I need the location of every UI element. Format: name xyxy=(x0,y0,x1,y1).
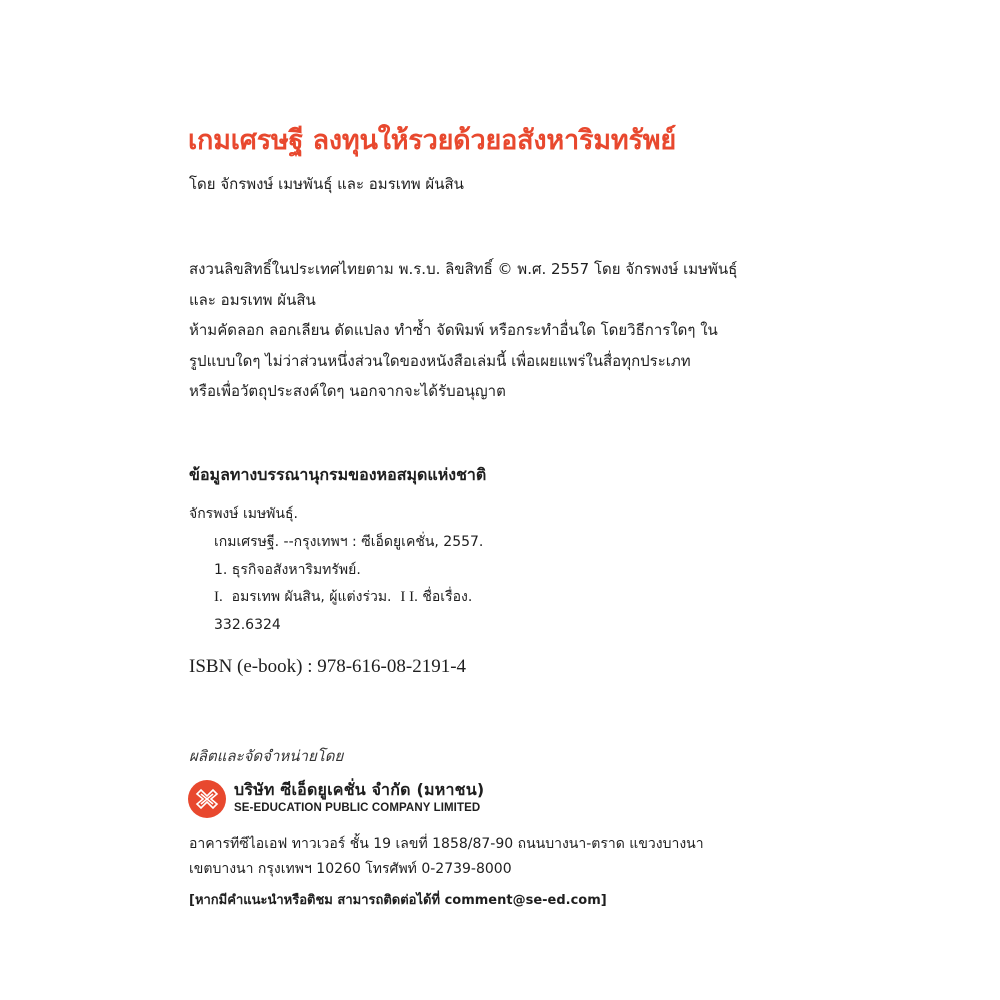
company-address xyxy=(189,832,704,881)
catalog-author: จักรพงษ์ เมษพันธุ์. xyxy=(189,506,298,522)
copyright-line: รูปแบบใดๆ ไม่ว่าส่วนหนึ่งส่วนใดของหนังสือเล่มนี้ เพื่อเผยแพร่ในสื่อทุกประเภท xyxy=(189,351,691,370)
copyright-line: และ อมรเทพ ผันสิน xyxy=(189,290,316,309)
company-name-thai: บริษัท ซีเอ็ดยูเคชั่น จำกัด (มหาชน) xyxy=(234,780,485,799)
contact-note: [หากมีคำแนะนำหรือติชม สามารถติดต่อได้ที่ comment@se-ed.com] xyxy=(189,893,607,908)
book-title: เกมเศรษฐี ลงทุนให้รวยด้วยอสังหาริมทรัพย์ xyxy=(188,125,676,156)
address-line: อาคารทีซีไอเอฟ ทาวเวอร์ ชั้น 19 เลขที่ 1858/87-90 ถนนบางนา-ตราด แขวงบางนา xyxy=(189,836,704,852)
catalog-added-entries xyxy=(214,587,483,615)
catalog-subject: 1. ธุรกิจอสังหาริมทรัพย์. xyxy=(214,561,361,578)
copyright-notice xyxy=(189,254,809,407)
isbn: ISBN (e-book) : 978-616-08-2191-4 xyxy=(189,656,467,677)
catalog-heading: ข้อมูลทางบรรณานุกรมของหอสมุดแห่งชาติ xyxy=(189,465,487,484)
copyright-line: หรือเพื่อวัตถุประสงค์ใดๆ นอกจากจะได้รับอนุญาต xyxy=(189,382,506,400)
roman-numeral-two: I I. xyxy=(400,589,418,605)
copyright-line: สงวนลิขสิทธิ์ในประเทศไทยตาม พ.ร.บ. ลิขสิทธิ์ © พ.ศ. 2557 โดย จักรพงษ์ เมษพันธุ์ xyxy=(189,260,738,278)
copyright-line: ห้ามคัดลอก ลอกเลียน ดัดแปลง ทำซ้ำ จัดพิมพ์ หรือกระทำอื่นใด โดยวิธีการใดๆ ใน xyxy=(189,321,718,339)
address-line: เขตบางนา กรุงเทพฯ 10260 โทรศัพท์ 0-2739-8000 xyxy=(189,860,512,877)
catalog-entries xyxy=(214,532,483,642)
catalog-classification: 332.6324 xyxy=(214,616,281,633)
producer-label: ผลิตและจัดจำหน่ายโดย xyxy=(189,747,344,765)
roman-numeral-one: I. xyxy=(214,589,223,605)
catalog-publication: เกมเศรษฐี. --กรุงเทพฯ : ซีเอ็ดยูเคชั่น, 2557. xyxy=(214,534,484,550)
se-ed-logo-icon xyxy=(188,780,226,818)
catalog-title-entry: ชื่อเรื่อง. xyxy=(422,589,473,605)
byline: โดย จักรพงษ์ เมษพันธุ์ และ อมรเทพ ผันสิน xyxy=(189,175,464,193)
company-name-english: SE-EDUCATION PUBLIC COMPANY LIMITED xyxy=(234,802,481,814)
catalog-coauthor: อมรเทพ ผันสิน, ผู้แต่งร่วม. xyxy=(231,589,392,605)
